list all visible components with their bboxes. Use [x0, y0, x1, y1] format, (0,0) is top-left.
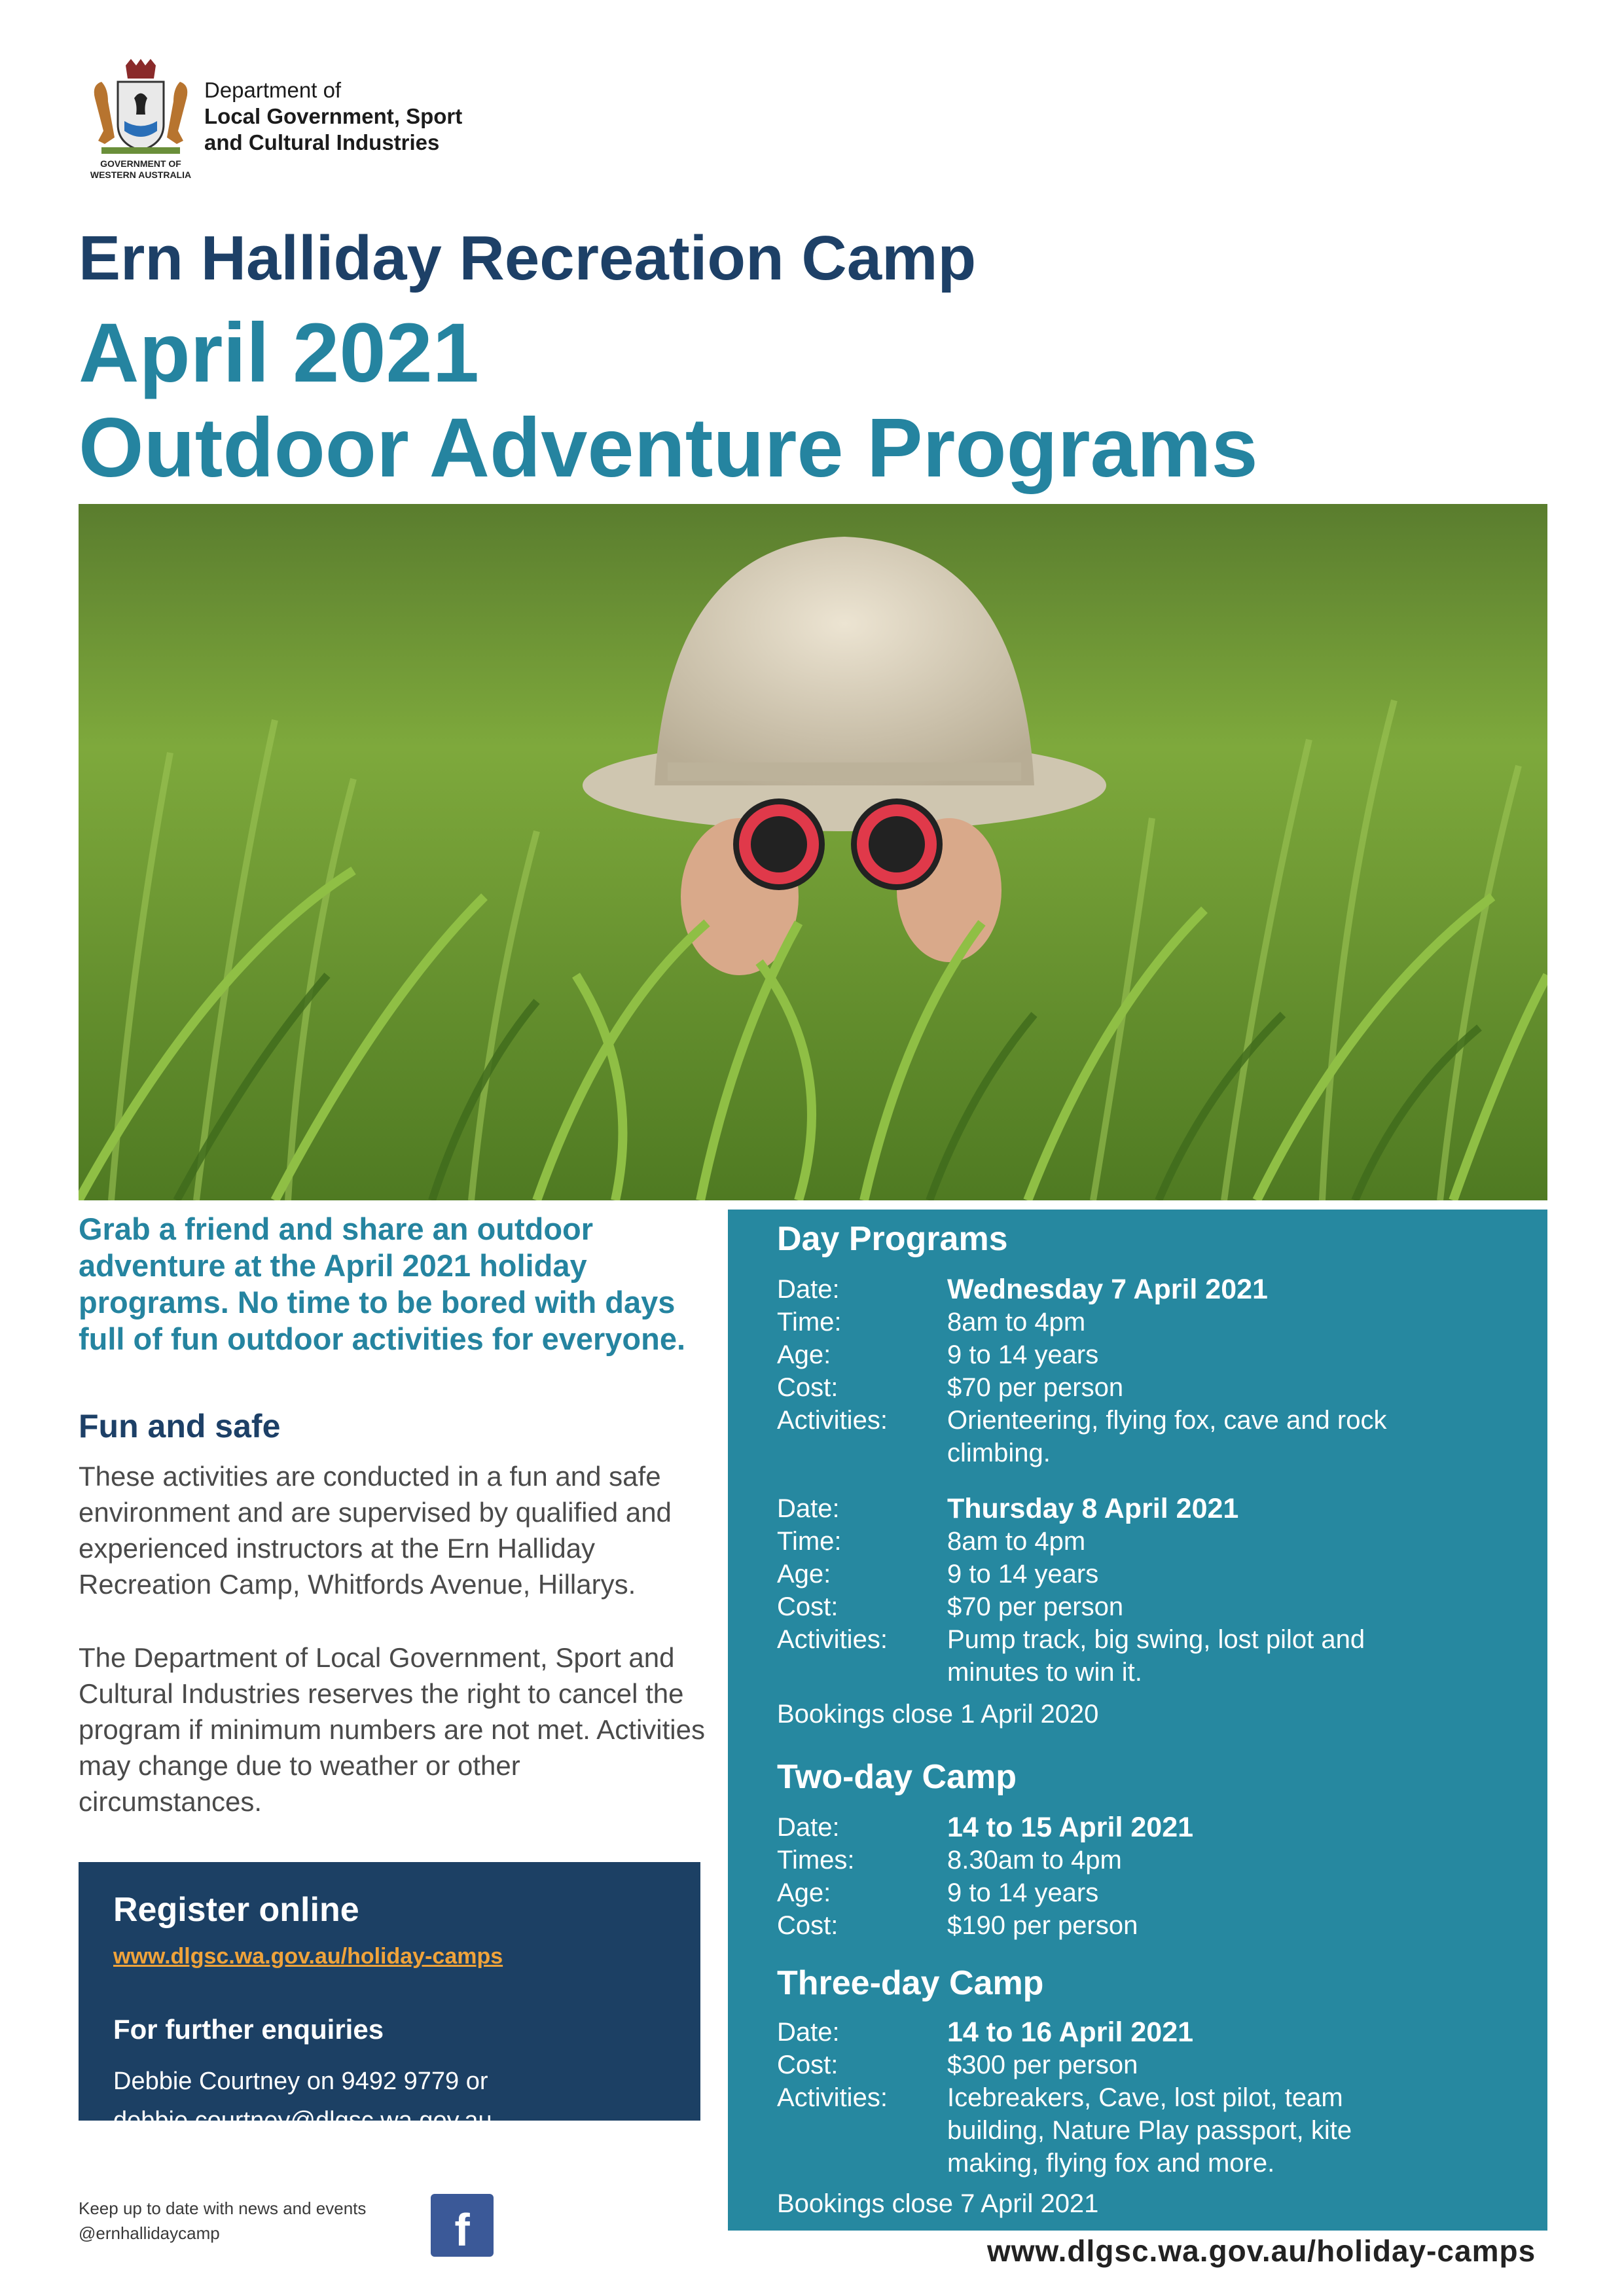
value: 8am to 4pm [947, 1527, 1086, 1556]
two-day-time-row [777, 1844, 1536, 1876]
two-day-camp-heading: Two-day Camp [777, 1758, 1017, 1796]
label: Activities: [777, 1625, 888, 1654]
label: Times: [777, 1846, 855, 1874]
intro-text: Grab a friend and share an outdoor adventure at the April 2021 holiday programs. No time to be bored with days full of fun outdoor activities for everyone. [79, 1211, 686, 1356]
label: Date: [777, 1813, 840, 1842]
two-day-date-row [777, 1811, 1536, 1844]
label: Cost: [777, 1911, 839, 1940]
day2-time-row [777, 1525, 1536, 1558]
value: 9 to 14 years [947, 1560, 1099, 1588]
day1-cost-row [777, 1371, 1536, 1404]
value: 9 to 14 years [947, 1340, 1099, 1369]
social-note-line1: Keep up to date with news and events [79, 2198, 367, 2218]
three-day-activities-row [777, 2081, 1536, 2114]
cancellation-paragraph: The Department of Local Government, Sport and Cultural Industries reserves the right to cancel the program if minimum numbers are not met. Activities may change due to weather or other circumstances. [79, 1642, 705, 1817]
three-day-cost-row [777, 2049, 1536, 2081]
department-line-2: Local Government, Sport [204, 104, 463, 128]
value: Icebreakers, Cave, lost pilot, team [947, 2083, 1343, 2112]
value: 14 to 15 April 2021 [947, 1812, 1194, 1843]
camp-title: Ern Halliday Recreation Camp [79, 223, 977, 293]
social-handle: @ernhallidaycamp [79, 2223, 220, 2243]
label: Date: [777, 1275, 840, 1304]
fun-and-safe-heading: Fun and safe [79, 1408, 281, 1444]
day1-date-row [777, 1273, 1536, 1306]
label: Age: [777, 1878, 831, 1907]
day1-activities-row [777, 1404, 1536, 1437]
facebook-icon[interactable]: f [431, 2194, 494, 2257]
enquiries-contact [113, 2062, 492, 2140]
contact-email: debbie.courtney@dlgsc.wa.gov.au [113, 2107, 492, 2134]
contact-phone: Debbie Courtney on 9492 9779 or [113, 2068, 488, 2095]
label: Time: [777, 1527, 842, 1556]
day-programs-heading: Day Programs [777, 1220, 1008, 1258]
three-day-activities-row-2 [777, 2114, 1536, 2147]
value: $70 per person [947, 1373, 1124, 1402]
value: minutes to win it. [947, 1658, 1142, 1687]
two-day-age-row [777, 1876, 1536, 1909]
label: Time: [777, 1308, 842, 1336]
two-day-cost-row [777, 1909, 1536, 1942]
value: $190 per person [947, 1911, 1138, 1940]
day-bookings-close: Bookings close 1 April 2020 [777, 1700, 1099, 1729]
value: Thursday 8 April 2021 [947, 1493, 1239, 1524]
value: 9 to 14 years [947, 1878, 1099, 1907]
label: Age: [777, 1340, 831, 1369]
label: Date: [777, 1494, 840, 1523]
program-date-title: April 2021 [79, 306, 479, 400]
crest-label-line2: WESTERN AUSTRALIA [90, 170, 192, 180]
value: making, flying fox and more. [947, 2149, 1275, 2178]
enquiries-heading: For further enquiries [113, 2014, 384, 2045]
value: Pump track, big swing, lost pilot and [947, 1625, 1365, 1654]
wa-government-crest-logo [79, 59, 203, 180]
department-line-3: and Cultural Industries [204, 130, 440, 154]
day2-cost-row [777, 1590, 1536, 1623]
social-note [79, 2196, 366, 2246]
value: Wednesday 7 April 2021 [947, 1274, 1268, 1305]
value: Orienteering, flying fox, cave and rock [947, 1406, 1387, 1435]
label: Cost: [777, 1373, 839, 1402]
day1-activities-row-2 [777, 1437, 1536, 1469]
three-day-date-row [777, 2016, 1536, 2049]
value: 8.30am to 4pm [947, 1846, 1122, 1874]
value: climbing. [947, 1439, 1051, 1467]
label: Age: [777, 1560, 831, 1588]
footer-website-link[interactable]: www.dlgsc.wa.gov.au/holiday-camps [987, 2234, 1536, 2268]
hero-photo-child-with-binoculars [79, 504, 1547, 1200]
label: Date: [777, 2018, 840, 2047]
department-name [204, 77, 462, 156]
value: 8am to 4pm [947, 1308, 1086, 1336]
day1-age-row [777, 1338, 1536, 1371]
value: 14 to 16 April 2021 [947, 2017, 1194, 2048]
value: building, Nature Play passport, kite [947, 2116, 1352, 2145]
day2-date-row [777, 1492, 1536, 1525]
day1-time-row [777, 1306, 1536, 1338]
label: Cost: [777, 2051, 839, 2079]
register-online-heading: Register online [113, 1891, 359, 1929]
three-day-activities-row-3 [777, 2147, 1536, 2179]
day2-activities-row [777, 1623, 1536, 1656]
register-link[interactable]: www.dlgsc.wa.gov.au/holiday-camps [113, 1944, 503, 1969]
label: Activities: [777, 1406, 888, 1435]
crest-label-line1: GOVERNMENT OF [100, 158, 181, 169]
fun-and-safe-paragraph: These activities are conducted in a fun and safe environment and are supervised by qualified and experienced instructors at the Ern Halliday Recreation Camp, Whitfords Avenue, Hillarys. [79, 1461, 672, 1600]
value: $70 per person [947, 1592, 1124, 1621]
three-day-camp-heading: Three-day Camp [777, 1964, 1044, 2002]
value: $300 per person [947, 2051, 1138, 2079]
three-day-bookings-close: Bookings close 7 April 2021 [777, 2189, 1099, 2218]
label: Activities: [777, 2083, 888, 2112]
label: Cost: [777, 1592, 839, 1621]
department-line-1: Department of [204, 78, 342, 102]
day2-age-row [777, 1558, 1536, 1590]
program-name-title: Outdoor Adventure Programs [79, 401, 1258, 495]
day2-activities-row-2 [777, 1656, 1536, 1689]
